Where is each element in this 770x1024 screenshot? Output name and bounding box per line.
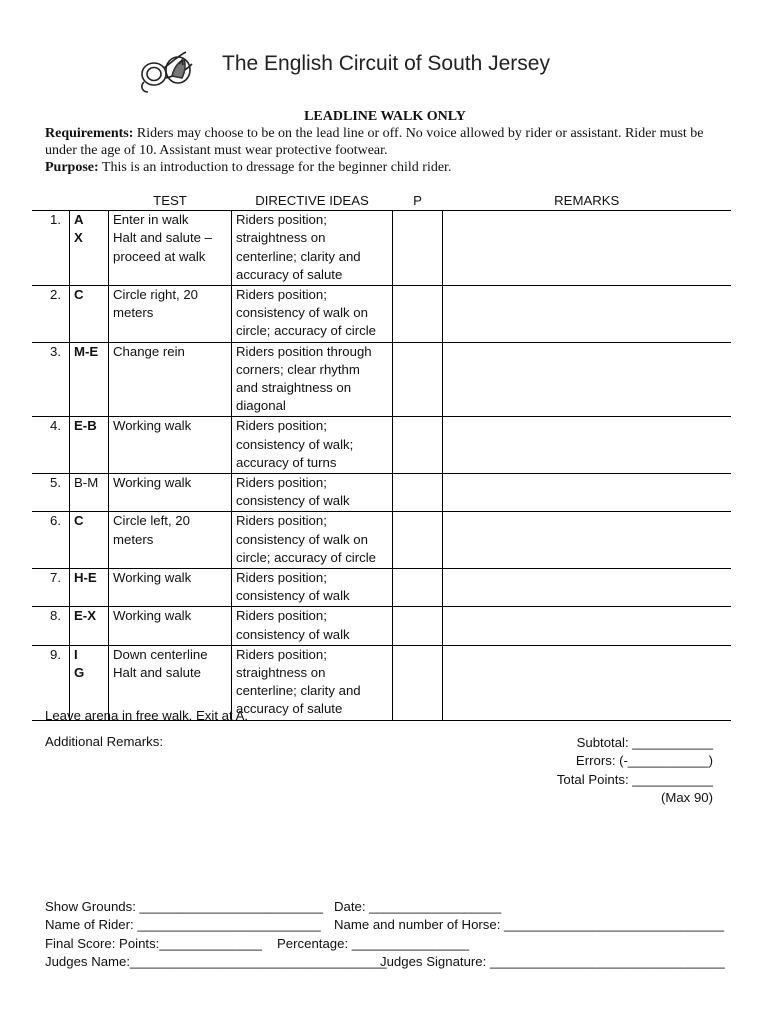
directive-line: Riders position through <box>236 343 372 359</box>
directive-line: consistency of walk <box>236 626 350 642</box>
test-line: meters <box>113 531 154 547</box>
movement-letters <box>70 286 109 343</box>
test-line: Working walk <box>113 608 192 624</box>
max-points-label: (Max 90) <box>660 790 713 806</box>
purpose-label: Purpose: <box>45 160 99 175</box>
test-line: Down centerline <box>113 646 208 662</box>
directive-line: corners; clear rhythm <box>236 361 360 377</box>
points-cell[interactable] <box>393 286 443 343</box>
date-field[interactable]: Date: __________________ <box>334 899 502 914</box>
test-description <box>109 342 232 417</box>
remarks-cell[interactable] <box>443 569 732 607</box>
points-cell[interactable] <box>393 417 443 474</box>
table-row <box>32 417 731 474</box>
footer-row-4 <box>45 953 735 971</box>
requirements-block <box>45 125 735 176</box>
test-line: proceed at walk <box>113 248 206 264</box>
points-cell[interactable] <box>393 645 443 720</box>
footer-row-1 <box>45 898 735 916</box>
remarks-cell[interactable] <box>443 645 732 720</box>
header-test: TEST <box>153 193 187 208</box>
movement-number: 4. <box>50 418 61 434</box>
movement-letters <box>70 417 109 474</box>
header-remarks: REMARKS <box>554 193 620 208</box>
test-line: Circle left, 20 <box>113 513 190 529</box>
remarks-cell[interactable] <box>443 512 732 569</box>
directive-line: and straightness on <box>236 380 352 396</box>
table-body <box>32 211 731 720</box>
movement-letter: X <box>74 230 83 246</box>
horse-name-field[interactable]: Name and number of Horse: ______________________________ <box>334 917 725 933</box>
movement-number: 7. <box>50 570 61 586</box>
table-row <box>32 512 731 569</box>
directive-line: circle; accuracy of circle <box>236 549 376 565</box>
directive-line: diagonal <box>236 398 286 414</box>
judges-signature-field[interactable]: Judges Signature: ________________________________ <box>380 953 725 969</box>
show-grounds-field[interactable]: Show Grounds: _________________________ <box>45 899 323 914</box>
remarks-cell[interactable] <box>443 607 732 645</box>
remarks-cell[interactable] <box>443 417 732 474</box>
remarks-cell[interactable] <box>443 474 732 512</box>
points-cell[interactable] <box>393 342 443 417</box>
table-header-row <box>32 192 731 211</box>
directive-line: consistency of walk on <box>236 305 368 321</box>
movement-number: 6. <box>50 513 61 529</box>
remarks-cell[interactable] <box>443 342 732 417</box>
leave-arena-text: Leave arena in free walk. Exit at A. <box>45 708 249 723</box>
movement-number: 8. <box>50 608 61 624</box>
header-number <box>32 192 70 211</box>
directive-ideas <box>232 512 393 569</box>
test-description <box>109 512 232 569</box>
table-row <box>32 286 731 343</box>
table-row <box>32 607 731 645</box>
movement-number: 1. <box>50 212 61 228</box>
directive-ideas <box>232 417 393 474</box>
directive-line: circle; accuracy of circle <box>236 323 376 339</box>
directive-line: Riders position; <box>236 646 327 662</box>
header-directive: DIRECTIVE IDEAS <box>255 193 369 208</box>
movement-letter: B-M <box>74 475 99 491</box>
points-cell[interactable] <box>393 569 443 607</box>
test-line: Working walk <box>113 570 192 586</box>
movement-number: 3. <box>50 343 61 359</box>
movement-letters <box>70 342 109 417</box>
movement-number: 2. <box>50 287 61 303</box>
movement-number: 5. <box>50 475 61 491</box>
movement-letters <box>70 474 109 512</box>
test-description <box>109 417 232 474</box>
directive-line: consistency of walk <box>236 588 350 604</box>
requirements-label: Requirements: <box>45 126 134 141</box>
header-p: P <box>413 193 422 208</box>
table-row <box>32 211 731 286</box>
directive-line: Riders position; <box>236 287 327 303</box>
points-cell[interactable] <box>393 211 443 286</box>
directive-line: consistency of walk; <box>236 436 354 452</box>
directive-line: Riders position; <box>236 212 327 228</box>
directive-line: Riders position; <box>236 418 327 434</box>
directive-line: Riders position; <box>236 608 327 624</box>
directive-line: straightness on <box>236 665 326 681</box>
test-heading: LEADLINE WALK ONLY <box>304 109 466 124</box>
directive-line: accuracy of turns <box>236 454 337 470</box>
test-line: Working walk <box>113 475 192 491</box>
test-line: Change rein <box>113 343 185 359</box>
movement-letter: E-X <box>74 608 96 624</box>
test-line: Halt and salute – <box>113 230 212 246</box>
percentage-field[interactable]: Percentage: ________________ <box>277 935 470 951</box>
test-line: Halt and salute <box>113 665 201 681</box>
test-line: Working walk <box>113 418 192 434</box>
directive-line: centerline; clarity and <box>236 248 361 264</box>
footer-fields <box>45 898 735 971</box>
table-row <box>32 342 731 417</box>
movement-letter: A <box>74 212 84 228</box>
footer-row-3 <box>45 935 735 953</box>
directive-ideas <box>232 342 393 417</box>
directive-ideas <box>232 474 393 512</box>
remarks-cell[interactable] <box>443 211 732 286</box>
test-description <box>109 474 232 512</box>
directive-line: consistency of walk <box>236 493 350 509</box>
movement-letter: M-E <box>74 343 99 359</box>
totals-block <box>557 734 713 808</box>
errors-field[interactable]: Errors: (-___________) <box>575 753 713 769</box>
directive-line: accuracy of salute <box>236 701 343 717</box>
test-description <box>109 569 232 607</box>
remarks-cell[interactable] <box>443 286 732 343</box>
total-points-field[interactable]: Total Points: ___________ <box>556 771 713 787</box>
rider-name-field[interactable]: Name of Rider: _________________________ <box>45 917 321 933</box>
test-description <box>109 286 232 343</box>
movement-number: 9. <box>50 646 61 662</box>
movement-letters <box>70 607 109 645</box>
movement-letter: C <box>74 287 84 303</box>
judges-name-field[interactable]: Judges Name:___________________________________ <box>45 953 387 969</box>
directive-line: straightness on <box>236 230 326 246</box>
points-cell[interactable] <box>393 607 443 645</box>
directive-ideas <box>232 645 393 720</box>
dressage-test-table <box>32 192 731 721</box>
movement-letter: G <box>74 665 85 681</box>
points-cell[interactable] <box>393 512 443 569</box>
movement-letters <box>70 512 109 569</box>
test-description <box>109 211 232 286</box>
directive-line: accuracy of salute <box>236 266 343 282</box>
movement-letter: C <box>74 513 84 529</box>
directive-line: centerline; clarity and <box>236 683 361 699</box>
directive-ideas <box>232 607 393 645</box>
test-line: Enter in walk <box>113 212 189 228</box>
purpose-text: This is an introduction to dressage for the beginner child rider. <box>101 160 452 175</box>
page-title: The English Circuit of South Jersey <box>222 52 550 75</box>
footer-row-2 <box>45 916 735 934</box>
directive-ideas <box>232 569 393 607</box>
subtotal-field[interactable]: Subtotal: ___________ <box>576 735 713 750</box>
horn-logo-icon <box>138 42 200 98</box>
header-movement <box>70 192 109 211</box>
test-line: meters <box>113 305 154 321</box>
directive-line: Riders position; <box>236 570 327 586</box>
movement-letter: I <box>74 646 78 662</box>
directive-ideas <box>232 211 393 286</box>
directive-line: consistency of walk on <box>236 531 368 547</box>
movement-letter: H-E <box>74 570 97 586</box>
movement-letters <box>70 211 109 286</box>
directive-line: Riders position; <box>236 513 327 529</box>
additional-remarks-label: Additional Remarks: <box>45 734 164 749</box>
final-score-field[interactable]: Final Score: Points:______________ <box>45 935 263 951</box>
directive-line: Riders position; <box>236 475 327 491</box>
test-description <box>109 607 232 645</box>
purpose-paragraph <box>45 159 735 176</box>
points-cell[interactable] <box>393 474 443 512</box>
table-row <box>32 569 731 607</box>
test-line: Circle right, 20 <box>113 287 199 303</box>
table-row <box>32 474 731 512</box>
requirements-text: Riders may choose to be on the lead line or off. No voice allowed by rider or assistant. Rider must be under the age of 10. Assistant must wear protective footwear. <box>45 126 704 158</box>
directive-ideas <box>232 286 393 343</box>
movement-letter: E-B <box>74 418 97 434</box>
requirements-paragraph <box>45 125 735 159</box>
movement-letters <box>70 569 109 607</box>
